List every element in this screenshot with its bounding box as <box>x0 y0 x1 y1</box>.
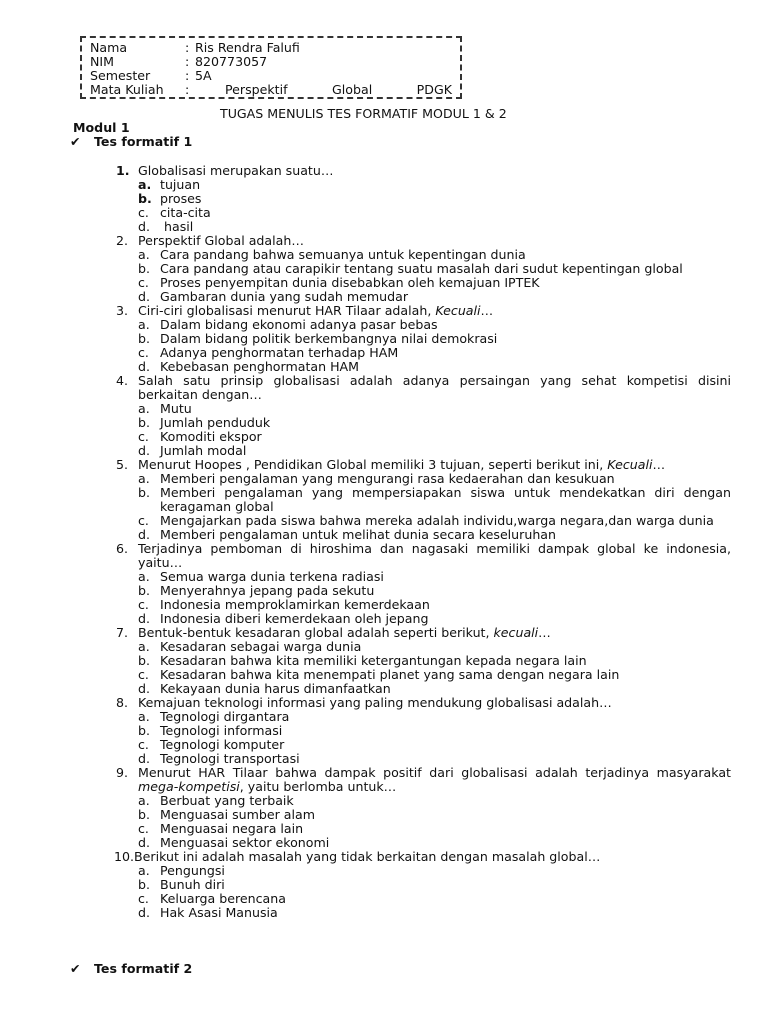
answer-option <box>116 178 731 192</box>
answer-option <box>116 822 731 836</box>
option-letter: d. <box>138 219 150 234</box>
answer-option <box>116 248 731 262</box>
answer-option <box>116 682 731 696</box>
question-text-main: Ciri-ciri globalisasi menurut HAR Tilaar adalah, <box>138 303 436 318</box>
info-value-part: PDGK <box>416 82 452 97</box>
option-letter: a. <box>138 177 152 192</box>
answer-option <box>116 444 731 458</box>
answer-option <box>116 864 731 878</box>
answer-option <box>116 752 731 766</box>
answer-option <box>116 612 731 626</box>
question-number: 2. <box>116 233 129 248</box>
question-text-emphasis: Kecuali <box>435 303 481 318</box>
option-letter: d. <box>138 751 150 766</box>
question-text-main: Perspektif Global adalah… <box>138 233 304 248</box>
answer-option <box>116 290 731 304</box>
option-text: Tegnologi informasi <box>160 723 283 738</box>
info-label: Semester <box>90 68 151 83</box>
answer-option <box>116 710 731 724</box>
question-text-tail: … <box>652 457 666 472</box>
answer-option <box>116 486 731 514</box>
question-number: 10. <box>114 849 135 864</box>
answer-option <box>116 906 731 920</box>
student-info-row <box>90 55 452 69</box>
student-info-row <box>90 41 452 55</box>
question-text-main: Terjadinya pemboman di hiroshima dan nagasaki memiliki dampak global ke indonesia, yaitu… <box>138 541 731 570</box>
option-text: proses <box>160 191 202 206</box>
option-letter: c. <box>138 513 149 528</box>
option-letter: a. <box>138 863 150 878</box>
question-item <box>116 766 731 794</box>
question-text-main: Berikut ini adalah masalah yang tidak berkaitan dengan masalah global… <box>134 849 601 864</box>
option-letter: c. <box>138 821 149 836</box>
question-text-tail: , yaitu berlomba untuk… <box>239 779 397 794</box>
answer-option <box>116 206 731 220</box>
question-item <box>116 626 731 640</box>
question-text-main: Menurut HAR Tilaar bahwa dampak positif dari globalisasi adalah terjadinya masyarakat <box>138 765 731 780</box>
info-value: 820773057 <box>195 54 268 69</box>
option-text: tujuan <box>160 177 201 192</box>
option-text: cita-cita <box>160 205 211 220</box>
info-value-part: Global <box>332 82 373 97</box>
option-text: Hak Asasi Manusia <box>160 905 278 920</box>
question-item <box>116 696 731 710</box>
option-letter: a. <box>138 401 150 416</box>
question-number: 4. <box>116 373 129 388</box>
option-text: Kesadaran bahwa kita memiliki ketergantungan kepada negara lain <box>160 653 587 668</box>
option-letter: b. <box>138 485 150 500</box>
question-text <box>138 626 731 640</box>
answer-option <box>116 738 731 752</box>
option-letter: a. <box>138 639 150 654</box>
option-text: Tegnologi dirgantara <box>160 709 290 724</box>
section-heading-label: Tes formatif 1 <box>94 134 193 149</box>
option-letter: c. <box>138 737 149 752</box>
answer-option <box>116 892 731 906</box>
question-number: 7. <box>116 625 129 640</box>
student-info-box <box>80 36 462 99</box>
question-text <box>138 766 731 794</box>
question-text <box>138 374 731 402</box>
question-number: 3. <box>116 303 129 318</box>
info-value <box>195 83 452 97</box>
question-list <box>116 164 731 920</box>
question-item <box>116 164 731 178</box>
answer-option <box>116 220 731 234</box>
question-text-main: Salah satu prinsip globalisasi adalah adanya persaingan yang sehat kompetisi disini berkaitan dengan… <box>138 373 731 402</box>
option-letter: d. <box>138 289 150 304</box>
option-text: Bunuh diri <box>160 877 225 892</box>
check-icon: ✔ <box>70 134 81 149</box>
option-letter: b. <box>138 415 150 430</box>
question-number: 8. <box>116 695 129 710</box>
answer-option <box>116 878 731 892</box>
option-text: Keluarga berencana <box>160 891 286 906</box>
answer-option <box>116 598 731 612</box>
section-heading-tes-1 <box>70 135 192 149</box>
option-letter: d. <box>138 611 150 626</box>
option-text: Kekayaan dunia harus dimanfaatkan <box>160 681 391 696</box>
question-text-main: Kemajuan teknologi informasi yang paling mendukung globalisasi adalah… <box>138 695 612 710</box>
option-letter: b. <box>138 807 150 822</box>
option-letter: d. <box>138 443 150 458</box>
question-item <box>116 304 731 318</box>
option-text: Memberi pengalaman untuk melihat dunia secara keseluruhan <box>160 527 557 542</box>
answer-option <box>116 640 731 654</box>
section-heading-label: Tes formatif 2 <box>94 961 193 976</box>
option-letter: a. <box>138 471 150 486</box>
option-letter: c. <box>138 345 149 360</box>
page-title: TUGAS MENULIS TES FORMATIF MODUL 1 & 2 <box>220 106 507 121</box>
option-text: Kesadaran sebagai warga dunia <box>160 639 362 654</box>
question-text-emphasis: kecuali <box>493 625 539 640</box>
option-letter: b. <box>138 723 150 738</box>
question-number: 6. <box>116 541 129 556</box>
option-letter: b. <box>138 877 150 892</box>
question-text <box>138 234 731 248</box>
option-text: Proses penyempitan dunia disebabkan oleh kemajuan IPTEK <box>160 275 540 290</box>
question-text-main: Menurut Hoopes , Pendidikan Global memiliki 3 tujuan, seperti berikut ini, <box>138 457 608 472</box>
option-text: Kesadaran bahwa kita menempati planet yang sama dengan negara lain <box>160 667 620 682</box>
answer-option <box>116 472 731 486</box>
option-text: Cara pandang bahwa semuanya untuk kepentingan dunia <box>160 247 526 262</box>
answer-option <box>116 724 731 738</box>
option-text: Menguasai sektor ekonomi <box>160 835 330 850</box>
option-text: Memberi pengalaman yang mempersiapakan siswa untuk mendekatkan diri dengan keragaman global <box>160 485 731 514</box>
check-icon: ✔ <box>70 961 81 976</box>
question-text-tail: … <box>538 625 551 640</box>
answer-option <box>116 416 731 430</box>
option-text: Menyerahnya jepang pada sekutu <box>160 583 375 598</box>
option-text: Tegnologi komputer <box>160 737 285 752</box>
question-text-main: Globalisasi merupakan suatu… <box>138 163 334 178</box>
option-text: Komoditi ekspor <box>160 429 262 444</box>
option-text: Cara pandang atau carapikir tentang suatu masalah dari sudut kepentingan global <box>160 261 683 276</box>
answer-option <box>116 668 731 682</box>
option-text: Indonesia memproklamirkan kemerdekaan <box>160 597 430 612</box>
option-letter: c. <box>138 667 149 682</box>
answer-option <box>116 318 731 332</box>
option-letter: b. <box>138 331 150 346</box>
option-text: Jumlah penduduk <box>160 415 271 430</box>
option-letter: a. <box>138 317 150 332</box>
answer-option <box>116 262 731 276</box>
question-text <box>138 458 731 472</box>
option-letter: a. <box>138 569 150 584</box>
answer-option <box>116 794 731 808</box>
question-text-tail: … <box>480 303 494 318</box>
info-value: 5A <box>195 68 212 83</box>
question-text <box>138 542 731 570</box>
answer-option <box>116 654 731 668</box>
option-text: Indonesia diberi kemerdekaan oleh jepang <box>160 611 429 626</box>
option-letter: a. <box>138 709 150 724</box>
option-text: Pengungsi <box>160 863 225 878</box>
option-text: Mutu <box>160 401 192 416</box>
question-item <box>116 234 731 248</box>
option-letter: b. <box>138 191 152 206</box>
option-text: Jumlah modal <box>160 443 247 458</box>
option-text: hasil <box>164 219 194 234</box>
section-heading-tes-2 <box>70 962 192 976</box>
option-letter: d. <box>138 527 150 542</box>
option-text: Dalam bidang ekonomi adanya pasar bebas <box>160 317 438 332</box>
info-separator: : <box>185 68 190 83</box>
question-item <box>116 542 731 570</box>
option-text: Menguasai negara lain <box>160 821 304 836</box>
option-letter: a. <box>138 793 150 808</box>
answer-option <box>116 584 731 598</box>
option-text: Kebebasan penghormatan HAM <box>160 359 360 374</box>
answer-option <box>116 528 731 542</box>
question-item <box>116 850 731 864</box>
option-text: Menguasai sumber alam <box>160 807 316 822</box>
info-separator: : <box>185 40 190 55</box>
question-text <box>138 696 731 710</box>
option-text: Adanya penghormatan terhadap HAM <box>160 345 399 360</box>
answer-option <box>116 570 731 584</box>
answer-option <box>116 192 731 206</box>
option-letter: c. <box>138 275 149 290</box>
question-item <box>116 374 731 402</box>
option-letter: d. <box>138 835 150 850</box>
option-letter: a. <box>138 247 150 262</box>
option-text: Mengajarkan pada siswa bahwa mereka adalah individu,warga negara,dan warga dunia <box>160 513 714 528</box>
question-number: 1. <box>116 163 130 178</box>
answer-option <box>116 276 731 290</box>
question-text-emphasis: mega-kompetisi <box>138 779 240 794</box>
option-letter: c. <box>138 891 149 906</box>
option-text: Dalam bidang politik berkembangnya nilai demokrasi <box>160 331 498 346</box>
info-separator: : <box>185 54 190 69</box>
option-letter: b. <box>138 261 150 276</box>
question-text <box>138 304 731 318</box>
option-letter: b. <box>138 583 150 598</box>
student-info-row <box>90 83 452 97</box>
option-text: Gambaran dunia yang sudah memudar <box>160 289 409 304</box>
option-text: Semua warga dunia terkena radiasi <box>160 569 384 584</box>
info-label: Mata Kuliah <box>90 82 164 97</box>
answer-option <box>116 332 731 346</box>
option-letter: d. <box>138 905 150 920</box>
info-label: Nama <box>90 40 128 55</box>
option-text: Berbuat yang terbaik <box>160 793 294 808</box>
question-text-main: Bentuk-bentuk kesadaran global adalah seperti berikut, <box>138 625 494 640</box>
option-text: Memberi pengalaman yang mengurangi rasa kedaerahan dan kesukuan <box>160 471 615 486</box>
question-number: 5. <box>116 457 129 472</box>
question-number: 9. <box>116 765 129 780</box>
module-heading: Modul 1 <box>73 120 130 135</box>
answer-option <box>116 836 731 850</box>
option-letter: d. <box>138 359 150 374</box>
answer-option <box>116 808 731 822</box>
info-label: NIM <box>90 54 115 69</box>
option-letter: c. <box>138 205 149 220</box>
answer-option <box>116 402 731 416</box>
question-text <box>138 164 731 178</box>
answer-option <box>116 346 731 360</box>
question-item <box>116 458 731 472</box>
option-text: Tegnologi transportasi <box>160 751 300 766</box>
option-letter: c. <box>138 597 149 612</box>
answer-option <box>116 514 731 528</box>
info-value-part: Perspektif <box>225 82 288 97</box>
answer-option <box>116 430 731 444</box>
info-separator: : <box>185 82 190 97</box>
option-letter: d. <box>138 681 150 696</box>
option-letter: b. <box>138 653 150 668</box>
question-text <box>134 850 731 864</box>
answer-option <box>116 360 731 374</box>
student-info-row <box>90 69 452 83</box>
question-text-emphasis: Kecuali <box>607 457 653 472</box>
info-value: Ris Rendra Falufi <box>195 40 300 55</box>
option-letter: c. <box>138 429 149 444</box>
